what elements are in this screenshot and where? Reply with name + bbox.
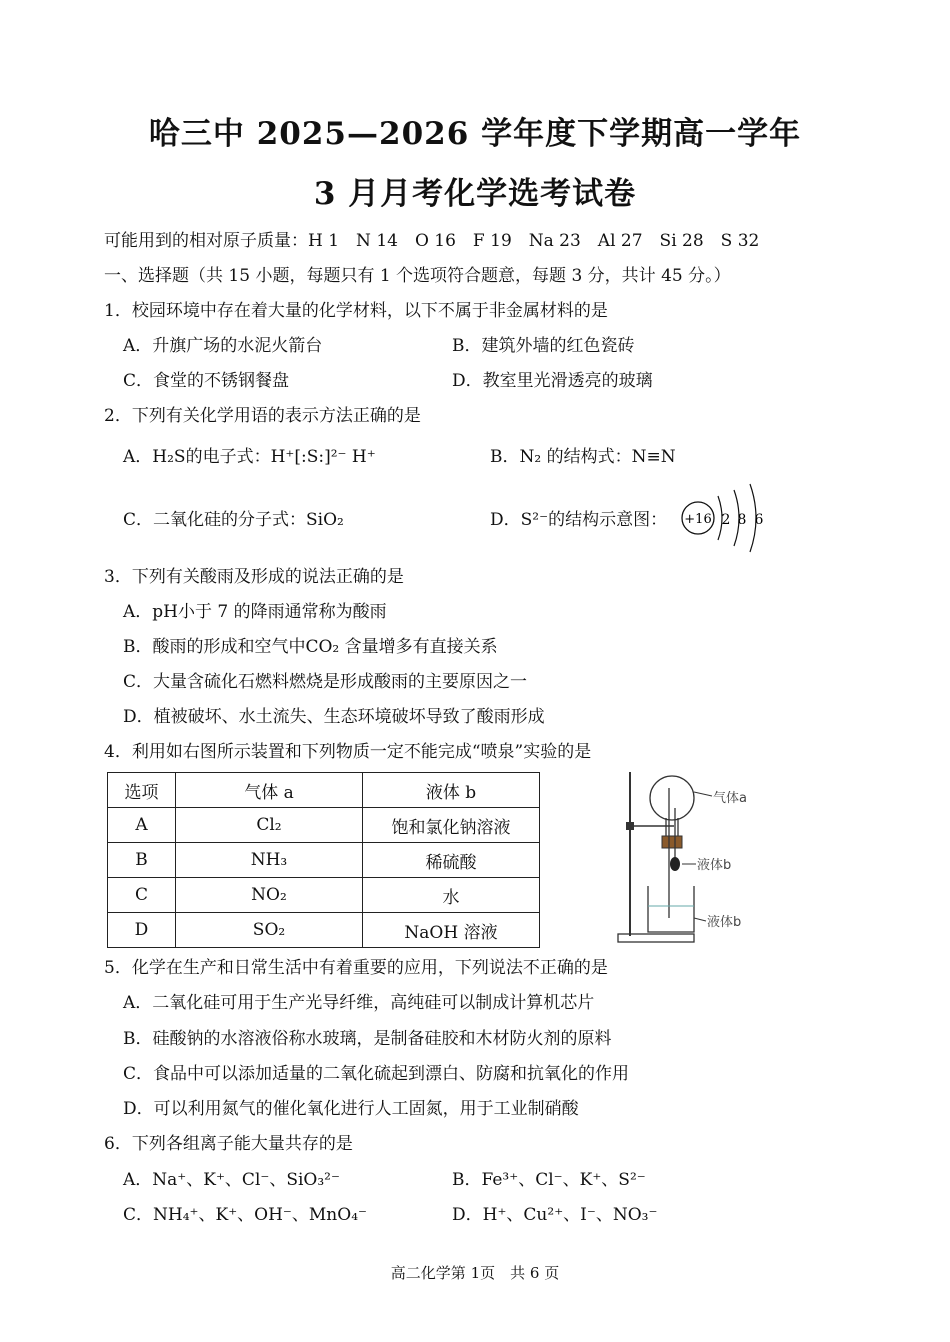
table-cell: 饱和氯化钠溶液 — [363, 808, 540, 843]
question-2-option-b: B．N₂ 的结构式：N≡N — [490, 447, 676, 467]
table-row — [108, 808, 540, 843]
table-cell: B — [108, 843, 176, 878]
question-5-option-c: C．食品中可以添加适量的二氧化硫起到漂白、防腐和抗氧化的作用 — [123, 1064, 630, 1084]
question-6-option-d: D．H⁺、Cu²⁺、I⁻、NO₃⁻ — [452, 1205, 658, 1225]
shell-2-electrons: 8 — [737, 512, 747, 528]
table-cell: 稀硫酸 — [363, 843, 540, 878]
question-6-option-c: C．NH₄⁺、K⁺、OH⁻、MnO₄⁻ — [123, 1205, 367, 1225]
sulfide-ion-structure-diagram — [680, 482, 775, 554]
table-header-cell: 选项 — [108, 773, 176, 808]
table-cell: A — [108, 808, 176, 843]
shell-1-electrons: 2 — [721, 512, 731, 528]
page-title: 哈三中 2025—2026 学年度下学期高一学年 — [148, 116, 802, 152]
table-cell: NO₂ — [176, 878, 363, 913]
question-2-option-c: C．二氧化硅的分子式：SiO₂ — [123, 510, 344, 530]
question-4-stem: 4．利用如右图所示装置和下列物质一定不能完成“喷泉”实验的是 — [104, 742, 592, 762]
question-3-option-b: B．酸雨的形成和空气中CO₂ 含量增多有直接关系 — [123, 637, 498, 657]
liquid-b-beaker-label: 液体b — [707, 915, 742, 930]
question-6-option-a: A．Na⁺、K⁺、Cl⁻、SiO₃²⁻ — [123, 1170, 340, 1190]
question-6-stem: 6．下列各组离子能大量共存的是 — [104, 1134, 353, 1154]
nucleus-charge: +16 — [684, 512, 712, 527]
question-2-stem: 2．下列有关化学用语的表示方法正确的是 — [104, 406, 421, 426]
question-5-option-d: D．可以利用氮气的催化氧化进行人工固氮，用于工业制硝酸 — [123, 1099, 579, 1119]
gas-a-label: 气体a — [713, 791, 747, 806]
question-6-option-b: B．Fe³⁺、Cl⁻、K⁺、S²⁻ — [452, 1170, 646, 1190]
question-1-option-c: C．食堂的不锈钢餐盘 — [123, 371, 290, 391]
table-header-cell: 液体 b — [363, 773, 540, 808]
question-3-stem: 3．下列有关酸雨及形成的说法正确的是 — [104, 567, 404, 587]
question-1-option-b: B．建筑外墙的红色瓷砖 — [452, 336, 635, 356]
question-3-option-a: A．pH小于 7 的降雨通常称为酸雨 — [123, 602, 387, 622]
section-heading: 一、选择题（共 15 小题，每题只有 1 个选项符合题意，每题 3 分，共计 45 分。） — [104, 266, 731, 286]
table-row — [108, 878, 540, 913]
table-cell: NH₃ — [176, 843, 363, 878]
page-subtitle: 3 月月考化学选考试卷 — [313, 176, 637, 212]
shell-3-electrons: 6 — [754, 512, 764, 528]
question-2-option-a: A．H₂S的电子式：H⁺[:S:]²⁻ H⁺ — [123, 447, 376, 467]
question-5-option-b: B．硅酸钠的水溶液俗称水玻璃，是制备硅胶和木材防火剂的原料 — [123, 1029, 612, 1049]
table-row — [108, 843, 540, 878]
table-header-row — [108, 773, 540, 808]
question-1-stem: 1．校园环境中存在着大量的化学材料，以下不属于非金属材料的是 — [104, 301, 608, 321]
fountain-experiment-table — [107, 772, 540, 948]
question-5-option-a: A．二氧化硅可用于生产光导纤维，高纯硅可以制成计算机芯片 — [123, 993, 595, 1013]
atomic-mass-line: 可能用到的相对原子质量：H 1 N 14 O 16 F 19 Na 23 Al 27 Si 28 S 32 — [104, 231, 760, 251]
table-cell: D — [108, 913, 176, 948]
question-5-stem: 5．化学在生产和日常生活中有着重要的应用，下列说法不正确的是 — [104, 958, 608, 978]
liquid-b-dropper-label: 液体b — [697, 858, 732, 873]
table-cell: 水 — [363, 878, 540, 913]
question-2-option-d: D．S²⁻的结构示意图： — [490, 510, 668, 530]
question-3-option-d: D．植被破坏、水土流失、生态环境破坏导致了酸雨形成 — [123, 707, 545, 727]
page-footer: 高二化学第 1页 共 6 页 — [390, 1264, 560, 1282]
question-1-option-d: D．教室里光滑透亮的玻璃 — [452, 371, 653, 391]
table-cell: Cl₂ — [176, 808, 363, 843]
table-cell: NaOH 溶液 — [363, 913, 540, 948]
question-1-option-a: A．升旗广场的水泥火箭台 — [123, 336, 323, 356]
table-header-cell: 气体 a — [176, 773, 363, 808]
question-3-option-c: C．大量含硫化石燃料燃烧是形成酸雨的主要原因之一 — [123, 672, 528, 692]
table-cell: C — [108, 878, 176, 913]
fountain-apparatus-diagram — [612, 768, 782, 946]
table-row — [108, 913, 540, 948]
table-cell: SO₂ — [176, 913, 363, 948]
